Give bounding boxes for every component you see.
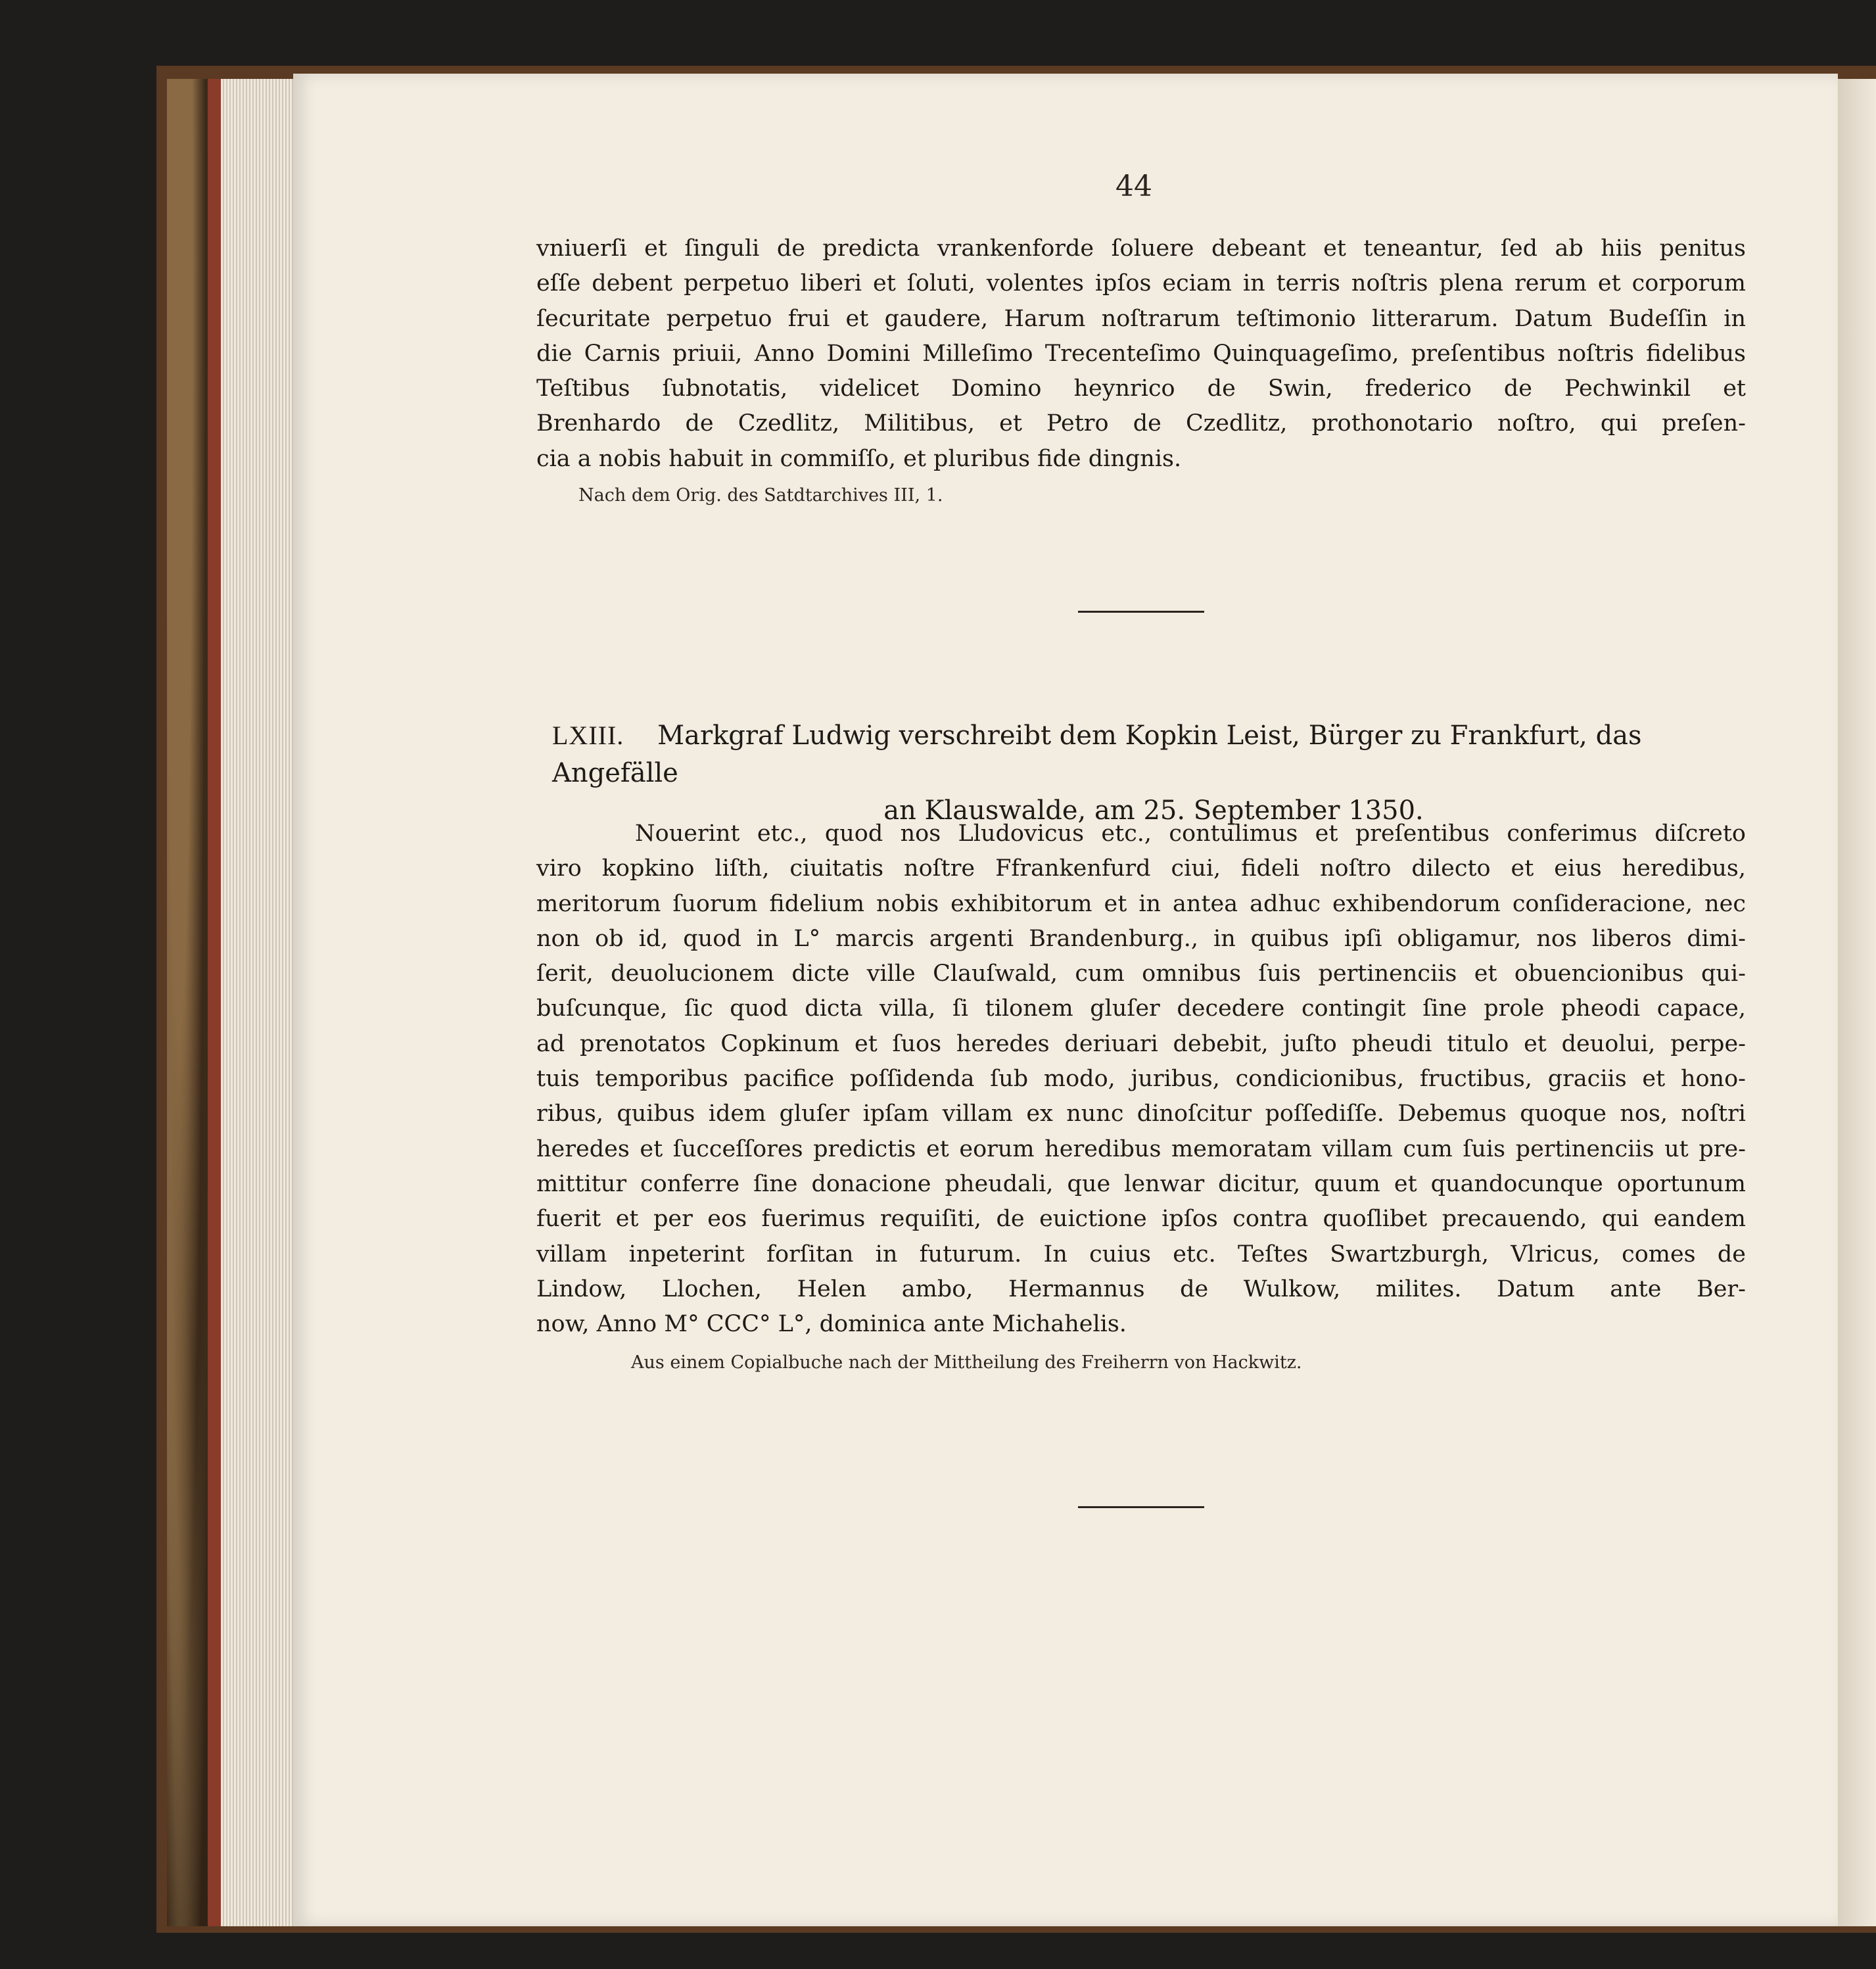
text-line: vniuerſi et ſinguli de predicta vrankenforde ſoluere debeant et teneantur, ſed ab hiis penitus (536, 235, 1746, 262)
page-edges (221, 79, 293, 1926)
text-line: fuerit et per eos fuerimus requiſiti, de euictione ipſos contra quoſlibet precauendo, qui eandem (536, 1206, 1746, 1233)
text-line: meritorum ſuorum fidelium nobis exhibitorum et in antea adhuc exhibendorum conſideracione, nec (536, 890, 1746, 917)
text-line: non ob id, quod in L° marcis argenti Brandenburg., in quibus ipſi obligamur, nos liberos dimi- (536, 925, 1746, 952)
document-number: LXIII. (552, 721, 624, 750)
next-page-edge (1838, 79, 1876, 1926)
text-line: Nouerint etc., quod nos Lludovicus etc., contulimus et preſentibus conferimus diſcreto (635, 820, 1746, 847)
text-line: ſerit, deuolucionem dicte ville Clauſwald, cum omnibus ſuis pertinenciis et obuencionibus qui- (536, 961, 1746, 987)
source-note-1: Nach dem Orig. des Satdtarchives III, 1. (578, 485, 943, 506)
text-line: mittitur conferre ſine donacione pheudali, que lenwar dicitur, quum et quandocunque oportunum (536, 1170, 1746, 1197)
text-line: viro kopkino liſth, ciuitatis noſtre Ffrankenfurd ciui, fideli noſtro dilecto et eius heredibus, (536, 855, 1746, 882)
paragraph-charter (536, 817, 1746, 1342)
text-line: Lindow, Llochen, Helen ambo, Hermannus de Wulkow, milites. Datum ante Ber- (536, 1275, 1746, 1302)
heading-line-2: an Klauswalde, am 25. September 1350. (883, 795, 1424, 826)
text-line: buſcunque, ſic quod dicta villa, ſi tilonem gluſer decedere contingit ſine prole pheodi capace, (536, 995, 1746, 1022)
text-line: ad prenotatos Copkinum et ſuos heredes deriuari debebit, juſto pheudi titulo et deuolui, perpe- (536, 1030, 1746, 1057)
text-line: die Carnis priuii, Anno Domini Milleſimo Trecenteſimo Quinquageſimo, preſentibus noſtris fidelibus (536, 340, 1746, 367)
text-line: Brenhardo de Czedlitz, Militibus, et Petro de Czedlitz, prothonotario noſtro, qui preſen- (536, 410, 1746, 437)
text-line: ribus, quibus idem gluſer ipſam villam ex nunc dinoſcitur poſſediſſe. Debemus quoque nos, noſtri (536, 1101, 1746, 1127)
text-line: cia a nobis habuit in commiſſo, et pluribus fide dingnis. (536, 445, 1182, 472)
text-line: heredes et ſucceſſores predictis et eorum heredibus memoratam villam cum ſuis pertinenciis ut pre- (536, 1135, 1746, 1162)
text-line: ſecuritate perpetuo frui et gaudere, Harum noſtrarum teſtimonio litterarum. Datum Budeſſin in (536, 305, 1746, 332)
text-line: eſſe debent perpetuo liberi et ſoluti, volentes ipſos eciam in terris noſtris plena rerum et corporum (536, 270, 1746, 297)
text-line: now, Anno M° CCC° L°, dominica ante Michahelis. (536, 1311, 1127, 1338)
text-line: villam inpeterint forſitan in futurum. In cuius etc. Teſtes Swartzburgh, Vlricus, comes de (536, 1241, 1746, 1268)
source-note-2: Aus einem Copialbuche nach der Mittheilung des Freiherrn von Hackwitz. (631, 1352, 1302, 1373)
heading-line-1: Markgraf Ludwig verschreibt dem Kopkin Leist, Bürger zu Frankfurt, das Angefälle (552, 721, 1642, 788)
page-number: 44 (1115, 170, 1152, 203)
marbled-board (167, 79, 208, 1926)
spine-edge (208, 79, 221, 1926)
paragraph-charter-end (536, 231, 1746, 477)
section-divider (1078, 611, 1204, 613)
document-heading (552, 717, 1755, 830)
text-line: tuis temporibus pacifice poſſidenda ſub modo, juribus, condicionibus, fructibus, graciis et hono- (536, 1066, 1746, 1093)
text-line: Teſtibus ſubnotatis, videlicet Domino heynrico de Swin, frederico de Pechwinkil et (536, 375, 1746, 402)
end-divider (1078, 1506, 1204, 1508)
